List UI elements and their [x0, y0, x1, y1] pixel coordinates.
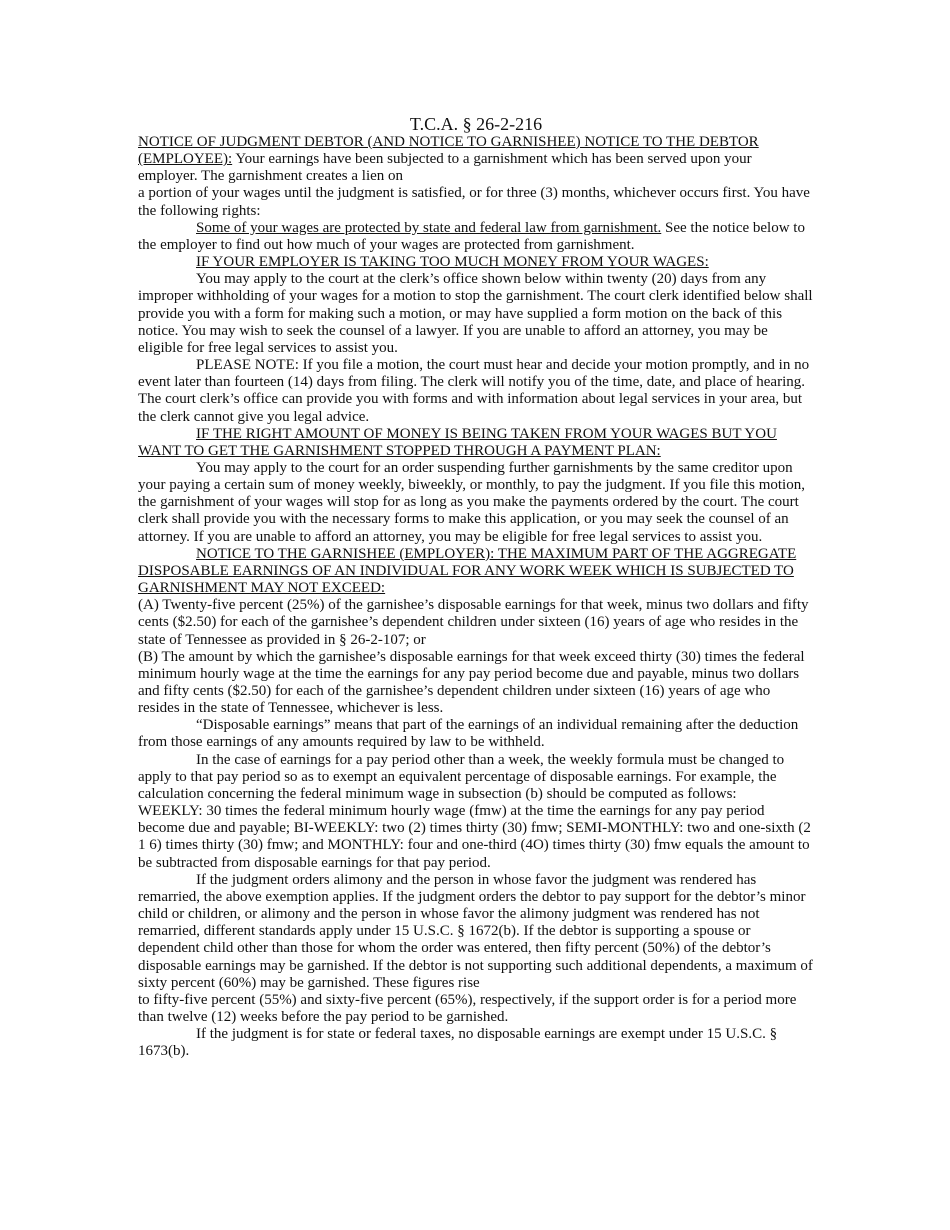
taxes-paragraph: If the judgment is for state or federal taxes, no disposable earnings are exempt under 15 U.S.C. § 1673(b). [138, 1026, 778, 1060]
statute-title: T.C.A. § 26-2-216 [409, 114, 543, 134]
clause-b: (B) The amount by which the garnishee’s disposable earnings for that week exceed thirty (30) times the federal minimum hourly wage at the time the earnings for any pay period become due and payable, minus two dollars and fifty cents ($2.50) for each of the garnishee’s dependent children under sixteen (16) years of age who resides in the state of Tennessee, whichever is less. [138, 648, 805, 717]
notice-heading: NOTICE OF JUDGMENT DEBTOR (AND NOTICE TO GARNISHEE) NOTICE TO THE DEBTOR (EMPLOYEE): [138, 134, 759, 168]
too-much-heading: IF YOUR EMPLOYER IS TAKING TOO MUCH MONEY FROM YOUR WAGES: [196, 254, 709, 271]
pay-period-formulas: WEEKLY: 30 times the federal minimum hourly wage (fmw) at the time the earnings for any pay period become due and payable; BI-WEEKLY: two (2) times thirty (30) fmw; SEMI-MONTHLY: two and one-sixth (2 1 6) times thirty (30) fmw; and MONTHLY: four and one-third (4O) times thirty (30) fmw equals the amount to be subtracted from disposable earnings for that pay period. [138, 803, 811, 871]
protected-wages-paragraph [138, 220, 814, 254]
pay-period-paragraph: In the case of earnings for a pay period other than a week, the weekly formula must be changed to apply to that pay period so as to exempt an equivalent percentage of disposable earnings. For example, the calculation concerning the federal minimum wage in subsection (b) should be computed as follows: [138, 751, 785, 802]
protected-wages-heading: Some of your wages are protected by state and federal law from garnishment. [196, 219, 662, 236]
notice-intro [138, 134, 814, 185]
payment-plan-heading: IF THE RIGHT AMOUNT OF MONEY IS BEING TAKEN FROM YOUR WAGES BUT YOU WANT TO GET THE GARNISHMENT STOPPED THROUGH A PAYMENT PLAN: [138, 425, 777, 459]
notice-intro-text: Your earnings have been subjected to a garnishment which has been served upon your employer. The garnishment creates a lien on [138, 151, 752, 185]
please-note-paragraph: PLEASE NOTE: If you file a motion, the court must hear and decide your motion promptly, and in no event later than fourteen (14) days from filing. The clerk will notify you of the time, date, and place of hearing. The court clerk’s office can provide you with forms and with information about legal services in your area, but the clerk cannot give you legal advice. [138, 357, 810, 425]
clause-a: (A) Twenty-five percent (25%) of the garnishee’s disposable earnings for that week, minus two dollars and fifty cents ($2.50) for each of the garnishee’s dependent children under sixteen (16) years of age who resides in the state of Tennessee as provided in § 26-2-107; or [138, 597, 809, 648]
alimony-paragraph: If the judgment orders alimony and the person in whose favor the judgment was rendered has remarried, the above exemption applies. If the judgment orders the debtor to pay support for the debtor’s minor child or children, or alimony and the person in whose favor the alimony judgment was rendered has not remarried, different standards apply under 15 U.S.C. § 1672(b). If the debtor is supporting a spouse or dependent child other than those for whom the order was entered, then fifty percent (50%) of the debtor’s disposable earnings may be garnished. If the debtor is not supporting such additional dependents, a maximum of sixty percent (60%) may be garnished. These figures rise [138, 871, 813, 991]
document-page [138, 114, 814, 1060]
alimony-paragraph-continued: to fifty-five percent (55%) and sixty-five percent (65%), respectively, if the support order is for a period more than twelve (12) weeks before the pay period to be garnished. [138, 991, 797, 1025]
disposable-earnings-definition: “Disposable earnings” means that part of the earnings of an individual remaining after the deduction from those earnings of any amounts required by law to be withheld. [138, 717, 799, 751]
payment-plan-paragraph: You may apply to the court for an order suspending further garnishments by the same creditor upon your paying a certain sum of money weekly, biweekly, or monthly, to pay the judgment. If you file this motion, the garnishment of your wages will stop for as long as you make the payments ordered by the court. The court clerk shall provide you with the necessary forms to make this application, or you may seek the counsel of an attorney. If you are unable to afford an attorney, you may be eligible for free legal services to assist you. [138, 459, 805, 545]
apply-paragraph: You may apply to the court at the clerk’s office shown below within twenty (20) days from any improper withholding of your wages for a motion to stop the garnishment. The court clerk identified below shall provide you with a form for making such a motion, or may have supplied a form motion on the back of this notice. You may wish to seek the counsel of a lawyer. If you are unable to afford an attorney, you may be eligible for free legal services to assist you. [138, 271, 813, 356]
rights-paragraph: a portion of your wages until the judgment is satisfied, or for three (3) months, whichever occurs first. You have the following rights: [138, 185, 810, 219]
garnishee-notice-heading: NOTICE TO THE GARNISHEE (EMPLOYER): THE MAXIMUM PART OF THE AGGREGATE DISPOSABLE EARNINGS OF AN INDIVIDUAL FOR ANY WORK WEEK WHICH IS SUBJECTED TO GARNISHMENT MAY NOT EXCEED: [138, 545, 797, 597]
protected-wages-text: See the notice below to the employer to find out how much of your wages are protected from garnishment. [138, 219, 805, 253]
